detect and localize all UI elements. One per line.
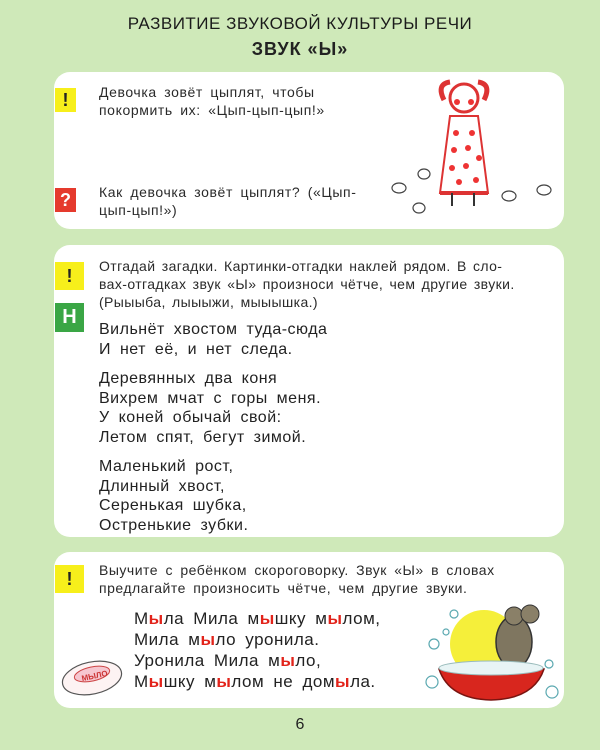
page-number: 6	[295, 716, 305, 733]
riddle-line: Вильнёт хвостом туда-сюда	[99, 321, 328, 338]
exclamation-badge-icon: !	[55, 565, 84, 593]
text-line: покормить их: «Цып-цып-цып!»	[99, 102, 325, 118]
svg-text:МЫЛО: МЫЛО	[80, 668, 109, 684]
highlighted-sound: ы	[148, 672, 164, 691]
text-line: предлагайте произносить чётче, чем другие звуки.	[99, 580, 468, 596]
riddle	[99, 369, 327, 447]
girl-calling-chicks-illustration	[384, 78, 564, 223]
instruction-text	[99, 257, 515, 311]
riddle-line: Остренькие зубки.	[99, 516, 249, 534]
riddle-line: Маленький рост,	[99, 458, 234, 475]
text-line: Девочка зовёт цыплят, чтобы	[99, 84, 315, 100]
riddle-line: Летом спят, бегут зимой.	[99, 428, 307, 446]
exercise-box-1	[54, 72, 564, 229]
highlighted-sound: ы	[280, 651, 296, 670]
text-segment: М	[134, 609, 149, 628]
exclamation-badge-icon: !	[55, 88, 76, 112]
text-line: Как девочка зовёт цыплят? («Цып-	[99, 184, 357, 200]
text-line: вах-отгадках звук «Ы» произноси чётче, чем другие звуки.	[99, 276, 515, 292]
riddle-line: У коней обычай свой:	[99, 409, 282, 426]
riddle-line: Длинный хвост,	[99, 477, 225, 495]
exercise-box-3	[54, 552, 564, 708]
text-segment: ла.	[350, 672, 376, 691]
highlighted-sound: ы	[327, 609, 343, 628]
riddle-line: Серенькая шубка,	[99, 497, 247, 514]
riddle-line: Вихрем мчат с горы меня.	[99, 389, 322, 407]
mouse-bathing-illustration	[424, 604, 559, 704]
question-badge-icon: ?	[55, 188, 76, 212]
h-badge-icon: Н	[55, 303, 84, 332]
page-subtitle: ЗВУК «Ы»	[251, 39, 349, 59]
tongue-twister-line	[134, 671, 380, 692]
highlighted-sound: ы	[335, 672, 351, 691]
highlighted-sound: ы	[148, 609, 164, 628]
text-segment: Мила м	[134, 630, 201, 649]
riddle-line: И нет её, и нет следа.	[99, 340, 293, 358]
text-line: цып-цып!»)	[99, 202, 178, 218]
riddle	[99, 320, 327, 359]
text-segment: лом,	[342, 609, 381, 628]
page-title: РАЗВИТИЕ ЗВУКОВОЙ КУЛЬТУРЫ РЕЧИ	[127, 14, 473, 33]
soap-illustration	[59, 656, 129, 698]
text-segment: шку м	[274, 609, 328, 628]
riddle-line: Деревянных два коня	[99, 370, 278, 387]
text-segment: Уронила Мила м	[134, 651, 281, 670]
highlighted-sound: ы	[200, 630, 216, 649]
text-segment: ло уронила.	[215, 630, 320, 649]
highlighted-sound: ы	[259, 609, 275, 628]
tongue-twister-line	[134, 629, 380, 650]
tongue-twister	[134, 608, 380, 692]
riddle	[99, 457, 327, 535]
text-segment: ло,	[295, 651, 322, 670]
text-segment: М	[134, 672, 149, 691]
text-segment: ла Мила м	[163, 609, 260, 628]
question-text	[99, 183, 356, 219]
text-segment: шку м	[163, 672, 217, 691]
text-segment: лом не дом	[231, 672, 336, 691]
exercise-box-2	[54, 245, 564, 537]
tongue-twister-line	[134, 650, 380, 671]
text-line: Выучите с ребёнком скороговорку. Звук «Ы» в словах	[99, 562, 495, 578]
text-line: Отгадай загадки. Картинки-отгадки наклей рядом. В сло-	[99, 258, 503, 274]
exclamation-badge-icon: !	[55, 262, 84, 290]
riddles	[99, 320, 327, 545]
highlighted-sound: ы	[216, 672, 232, 691]
instruction-text	[99, 561, 495, 597]
text-line: (Рыыыба, лыыыжи, мыыышка.)	[99, 294, 318, 310]
tongue-twister-line	[134, 608, 380, 629]
instruction-text	[99, 83, 325, 119]
